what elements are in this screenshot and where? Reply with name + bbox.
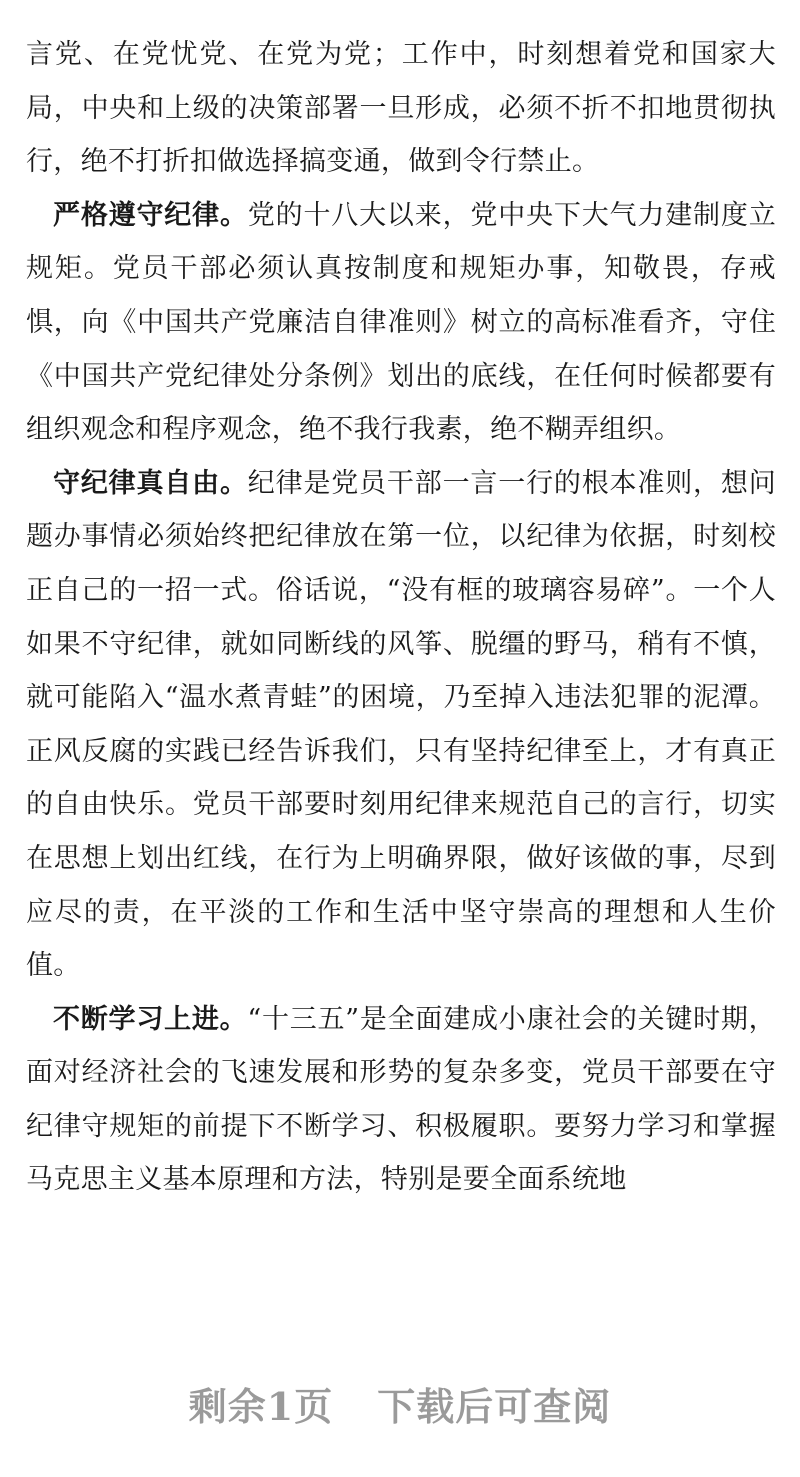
paragraph-heading: 严格遵守纪律。 [53, 199, 248, 231]
paragraph-text: 纪律是党员干部一言一行的根本准则，想问题办事情必须始终把纪律放在第一位，以纪律为依据，时刻校正自己的一招一式。俗话说，“没有框的玻璃容易碎”。一个人如果不守纪律，就如同断线的风筝、脱缰的野马，稍有不慎，就可能陷入“温水煮青蛙”的困境，乃至掉入违法犯罪的泥潭。正风反腐的实践已经告诉我们，只有坚持纪律至上，才有真正的自由快乐。党员干部要时刻用纪律来规范自己的言行，切实在思想上划出红线，在行为上明确界限，做好该做的事，尽到应尽的责，在平淡的工作和生活中坚守崇高的理想和人生价值。 [26, 467, 776, 982]
remaining-pages-label: 剩余1页 [188, 1384, 334, 1429]
paragraph-text: “十三五”是全面建成小康社会的关键时期，面对经济社会的飞速发展和形势的复杂多变，党员干部要在守纪律守规矩的前提下不断学习、积极履职。要努力学习和掌握马克思主义基本原理和方法，特别是要全面系统地 [26, 1003, 776, 1196]
download-prompt[interactable] [0, 1376, 800, 1431]
paragraph-continuation [26, 28, 776, 189]
paragraph-text: 党的十八大以来，党中央下大气力建制度立规矩。党员干部必须认真按制度和规矩办事，知敬畏，存戒惧，向《中国共产党廉洁自律准则》树立的高标准看齐，守住《中国共产党纪律处分条例》划出的底线，在任何时候都要有组织观念和程序观念，绝不我行我素，绝不糊弄组织。 [26, 199, 776, 446]
download-hint-label: 下载后可查阅 [377, 1384, 612, 1429]
paragraph-freedom [26, 457, 776, 993]
paragraph-discipline [26, 189, 776, 457]
paragraph-heading: 守纪律真自由。 [53, 467, 248, 499]
paragraph-text: 言党、在党忧党、在党为党；工作中，时刻想着党和国家大局，中央和上级的决策部署一旦形成，必须不折不扣地贯彻执行，绝不打折扣做选择搞变通，做到令行禁止。 [26, 39, 776, 178]
document-body [26, 28, 776, 1207]
paragraph-heading: 不断学习上进。 [53, 1003, 248, 1035]
paragraph-learning [26, 993, 776, 1207]
